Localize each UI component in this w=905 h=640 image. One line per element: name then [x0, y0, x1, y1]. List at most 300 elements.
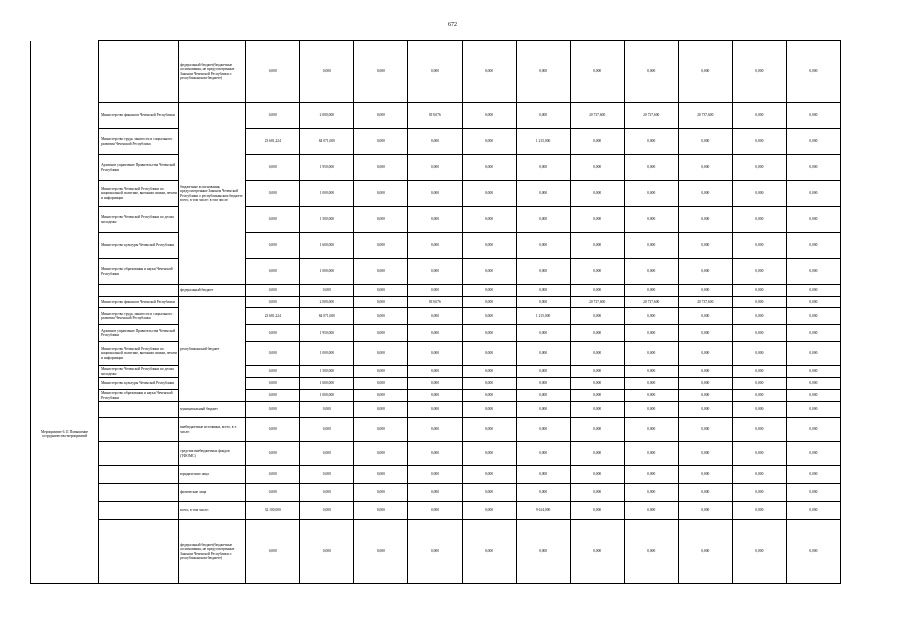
value-cell: 20 737,600 [624, 297, 678, 308]
value-cell: 0,000 [624, 342, 678, 366]
value-cell: 0,000 [408, 325, 462, 342]
table-row [31, 418, 841, 442]
value-cell: 0,000 [462, 129, 516, 155]
value-cell: 0,000 [300, 402, 354, 418]
value-cell: 0,000 [354, 181, 408, 207]
value-cell: 0,000 [408, 466, 462, 484]
value-cell: 0,000 [246, 390, 300, 402]
value-cell: 0,000 [246, 442, 300, 466]
value-cell: 0,000 [462, 103, 516, 129]
value-cell: 0,000 [678, 129, 732, 155]
value-cell: 0,000 [570, 390, 624, 402]
value-cell: 0,000 [462, 41, 516, 103]
value-cell: 0,000 [786, 308, 840, 325]
value-cell: 0,000 [786, 502, 840, 520]
value-cell: 0,000 [624, 233, 678, 259]
value-cell: 0,000 [570, 285, 624, 297]
funding-source-cell: физические лица [179, 484, 246, 502]
organization-cell: Министерство Чеченской Республики по делам молодежи [99, 207, 179, 233]
value-cell: 0,000 [732, 41, 786, 103]
table-row [31, 390, 841, 402]
funding-source-cell: федеральный бюджет(бюджетные ассигнования, не предусмотренные Законом Чеченской Республики о республиканском бюджете) [179, 520, 246, 584]
value-cell: 0,000 [786, 155, 840, 181]
value-cell: 0,000 [462, 297, 516, 308]
value-cell: 0,000 [624, 484, 678, 502]
value-cell: 20 737,600 [570, 103, 624, 129]
organization-cell [99, 466, 179, 484]
organization-cell [99, 520, 179, 584]
value-cell: 0,000 [354, 466, 408, 484]
value-cell: 0,000 [786, 442, 840, 466]
value-cell: 0,000 [408, 129, 462, 155]
value-cell: 0,000 [732, 466, 786, 484]
value-cell: 0,000 [408, 442, 462, 466]
table-row [31, 181, 841, 207]
value-cell: 0,000 [516, 466, 570, 484]
value-cell: 0,000 [570, 418, 624, 442]
table-row [31, 259, 841, 285]
value-cell: 0,000 [678, 233, 732, 259]
value-cell: 0,000 [570, 342, 624, 366]
value-cell: 0,000 [516, 390, 570, 402]
table-row [31, 520, 841, 584]
value-cell: 0,000 [354, 259, 408, 285]
value-cell: 0,000 [786, 366, 840, 378]
value-cell: 0,000 [246, 484, 300, 502]
funding-source-cell: юридические лица [179, 466, 246, 484]
value-cell: 0,000 [624, 285, 678, 297]
value-cell: 0,000 [300, 520, 354, 584]
funding-source-cell: всего, в том числе: [179, 502, 246, 520]
table-row [31, 402, 841, 418]
value-cell: 0,000 [570, 233, 624, 259]
value-cell: 0,000 [624, 259, 678, 285]
value-cell: 0,000 [354, 402, 408, 418]
value-cell: 0,000 [678, 181, 732, 207]
value-cell: 0,000 [408, 259, 462, 285]
value-cell: 0,000 [732, 378, 786, 390]
value-cell: 0,000 [246, 366, 300, 378]
value-cell: 0,000 [678, 466, 732, 484]
organization-cell: Архивное управление Правительства Чеченской Республики [99, 155, 179, 181]
value-cell: 0,000 [408, 502, 462, 520]
value-cell: 0,000 [408, 233, 462, 259]
value-cell: 0,000 [354, 390, 408, 402]
value-cell: 84 071,000 [300, 308, 354, 325]
measure-label: Мероприятие 6.11 Повышение сотрудничества-мероприятий [31, 285, 99, 584]
value-cell: 0,000 [516, 259, 570, 285]
value-cell: 0,000 [516, 297, 570, 308]
value-cell: 0,000 [354, 129, 408, 155]
value-cell: 0,000 [732, 181, 786, 207]
value-cell: 0,000 [516, 103, 570, 129]
value-cell: 0,000 [732, 325, 786, 342]
value-cell: 1 000,000 [300, 342, 354, 366]
organization-cell: Министерство финансов Чеченской Республики [99, 297, 179, 308]
organization-cell: Архивное управление Правительства Чеченской Республики [99, 325, 179, 342]
value-cell: 0,000 [516, 181, 570, 207]
organization-cell: Министерство культуры Чеченской Республики [99, 233, 179, 259]
value-cell: 0,000 [300, 442, 354, 466]
value-cell: 1 600,000 [300, 378, 354, 390]
value-cell: 0,000 [570, 41, 624, 103]
value-cell: 0,000 [786, 207, 840, 233]
value-cell: 0,000 [678, 502, 732, 520]
value-cell: 0,000 [624, 402, 678, 418]
value-cell: 0,000 [300, 41, 354, 103]
value-cell: 0,000 [300, 285, 354, 297]
value-cell: 1 600,000 [300, 233, 354, 259]
value-cell: 23 681,224 [246, 308, 300, 325]
value-cell: 0,000 [408, 402, 462, 418]
organization-cell: Министерство образования и науки Чеченской Республики [99, 390, 179, 402]
value-cell: 0,000 [516, 484, 570, 502]
funding-source-republican: республиканский бюджет [179, 297, 246, 402]
value-cell: 0,000 [462, 325, 516, 342]
organization-cell: Министерство культуры Чеченской Республики [99, 378, 179, 390]
value-cell: 0,000 [786, 418, 840, 442]
value-cell: 0,000 [246, 402, 300, 418]
organization-cell [99, 442, 179, 466]
value-cell: 0,000 [408, 520, 462, 584]
value-cell: 0,000 [570, 259, 624, 285]
table-row [31, 308, 841, 325]
funding-source-cell: муниципальный бюджет [179, 402, 246, 418]
value-cell: 0,000 [624, 390, 678, 402]
value-cell: 0,000 [516, 442, 570, 466]
page-number: 672 [448, 22, 457, 28]
value-cell: 0,000 [354, 502, 408, 520]
value-cell: 2 000,000 [300, 297, 354, 308]
value-cell: 819,076 [408, 103, 462, 129]
value-cell: 0,000 [570, 325, 624, 342]
funding-source-cell: средства внебюджетных фондов (ТФОМС) [179, 442, 246, 466]
value-cell: 0,000 [786, 466, 840, 484]
value-cell: 0,000 [516, 155, 570, 181]
value-cell: 0,000 [246, 418, 300, 442]
organization-cell: Министерство финансов Чеченской Республики [99, 103, 179, 129]
value-cell: 0,000 [570, 366, 624, 378]
value-cell: 0,000 [786, 103, 840, 129]
value-cell: 0,000 [732, 502, 786, 520]
value-cell: 0,000 [786, 378, 840, 390]
value-cell: 0,000 [786, 484, 840, 502]
value-cell: 0,000 [678, 378, 732, 390]
value-cell: 0,000 [246, 378, 300, 390]
organization-cell [99, 502, 179, 520]
value-cell: 0,000 [678, 155, 732, 181]
value-cell: 0,000 [354, 325, 408, 342]
value-cell: 0,000 [462, 155, 516, 181]
value-cell: 0,000 [732, 342, 786, 366]
value-cell: 0,000 [786, 129, 840, 155]
value-cell: 0,000 [462, 402, 516, 418]
value-cell: 0,000 [354, 342, 408, 366]
value-cell: 0,000 [246, 233, 300, 259]
value-cell: 0,000 [732, 366, 786, 378]
value-cell: 0,000 [408, 418, 462, 442]
value-cell: 0,000 [354, 442, 408, 466]
table-row [31, 103, 841, 129]
value-cell: 20 737,600 [570, 297, 624, 308]
value-cell: 0,000 [678, 285, 732, 297]
value-cell: 0,000 [624, 308, 678, 325]
value-cell: 0,000 [408, 41, 462, 103]
organization-cell [99, 418, 179, 442]
value-cell: 0,000 [408, 181, 462, 207]
value-cell: 0,000 [570, 466, 624, 484]
value-cell: 0,000 [408, 155, 462, 181]
value-cell: 0,000 [516, 402, 570, 418]
table-row [31, 466, 841, 484]
value-cell: 0,000 [678, 259, 732, 285]
value-cell: 0,000 [516, 378, 570, 390]
value-cell: 0,000 [246, 207, 300, 233]
value-cell: 0,000 [408, 285, 462, 297]
value-cell: 0,000 [462, 366, 516, 378]
value-cell: 0,000 [516, 41, 570, 103]
value-cell: 1 950,000 [300, 325, 354, 342]
value-cell: 1 215,000 [516, 129, 570, 155]
value-cell: 0,000 [624, 418, 678, 442]
value-cell: 0,000 [354, 484, 408, 502]
table-row [31, 366, 841, 378]
value-cell: 0,000 [462, 308, 516, 325]
table-row [31, 297, 841, 308]
table-row [31, 325, 841, 342]
budget-table [30, 40, 841, 584]
value-cell: 0,000 [354, 285, 408, 297]
value-cell: 0,000 [354, 155, 408, 181]
value-cell: 0,000 [354, 41, 408, 103]
value-cell: 0,000 [732, 207, 786, 233]
organization-cell [99, 285, 179, 297]
value-cell: 0,000 [732, 155, 786, 181]
value-cell: 0,000 [408, 308, 462, 325]
value-cell: 0,000 [462, 520, 516, 584]
value-cell: 0,000 [570, 181, 624, 207]
value-cell: 0,000 [624, 520, 678, 584]
value-cell: 0,000 [516, 285, 570, 297]
value-cell: 0,000 [570, 502, 624, 520]
value-cell: 0,000 [786, 342, 840, 366]
value-cell: 0,000 [246, 325, 300, 342]
organization-cell: Министерство Чеченской Республики по делам молодежи [99, 366, 179, 378]
organization-cell [99, 402, 179, 418]
value-cell: 2 000,000 [300, 103, 354, 129]
value-cell: 0,000 [462, 502, 516, 520]
value-cell: 0,000 [570, 207, 624, 233]
value-cell: 0,000 [462, 233, 516, 259]
value-cell: 0,000 [624, 502, 678, 520]
funding-source-cell: федеральный бюджет [179, 285, 246, 297]
value-cell: 0,000 [516, 366, 570, 378]
value-cell: 0,000 [732, 418, 786, 442]
value-cell: 0,000 [732, 297, 786, 308]
value-cell: 20 737,600 [624, 103, 678, 129]
value-cell: 0,000 [462, 484, 516, 502]
funding-source-cell: внебюджетные источники, всего, в т. числе: [179, 418, 246, 442]
value-cell: 1 000,000 [300, 181, 354, 207]
value-cell: 0,000 [786, 41, 840, 103]
value-cell: 0,000 [678, 41, 732, 103]
value-cell: 0,000 [732, 233, 786, 259]
value-cell: 0,000 [786, 325, 840, 342]
value-cell: 0,000 [462, 390, 516, 402]
value-cell: 0,000 [462, 418, 516, 442]
value-cell: 0,000 [624, 325, 678, 342]
value-cell: 32 100,000 [246, 502, 300, 520]
value-cell: 0,000 [732, 402, 786, 418]
value-cell: 0,000 [624, 181, 678, 207]
value-cell: 0,000 [516, 233, 570, 259]
value-cell: 1 950,000 [300, 155, 354, 181]
value-cell: 0,000 [516, 207, 570, 233]
value-cell: 0,000 [570, 308, 624, 325]
value-cell: 0,000 [462, 466, 516, 484]
value-cell: 0,000 [786, 285, 840, 297]
value-cell: 0,000 [462, 342, 516, 366]
value-cell: 0,000 [246, 259, 300, 285]
value-cell: 0,000 [354, 103, 408, 129]
value-cell: 0,000 [732, 285, 786, 297]
value-cell: 0,000 [570, 520, 624, 584]
value-cell: 0,000 [678, 342, 732, 366]
value-cell: 0,000 [300, 466, 354, 484]
value-cell: 0,000 [246, 41, 300, 103]
table-row [31, 207, 841, 233]
value-cell: 0,000 [516, 418, 570, 442]
value-cell: 0,000 [732, 484, 786, 502]
value-cell: 20 737,600 [678, 297, 732, 308]
value-cell: 1 000,000 [300, 259, 354, 285]
value-cell: 819,076 [408, 297, 462, 308]
value-cell: 0,000 [570, 484, 624, 502]
table-row [31, 342, 841, 366]
value-cell: 23 681,224 [246, 129, 300, 155]
measure-cell-top [31, 41, 99, 285]
value-cell: 9 614,000 [516, 502, 570, 520]
value-cell: 0,000 [624, 466, 678, 484]
value-cell: 1 500,000 [300, 207, 354, 233]
value-cell: 0,000 [246, 103, 300, 129]
value-cell: 0,000 [678, 390, 732, 402]
value-cell: 0,000 [246, 155, 300, 181]
value-cell: 0,000 [408, 484, 462, 502]
organization-cell [99, 484, 179, 502]
value-cell: 0,000 [516, 520, 570, 584]
table-row [31, 502, 841, 520]
value-cell: 0,000 [732, 129, 786, 155]
value-cell: 0,000 [462, 259, 516, 285]
organization-cell: Министерство Чеченской Республики по национальной политике, внешним связям, печати и информации [99, 181, 179, 207]
value-cell: 1 215,000 [516, 308, 570, 325]
value-cell: 0,000 [570, 378, 624, 390]
value-cell: 0,000 [408, 390, 462, 402]
value-cell: 1 500,000 [300, 366, 354, 378]
value-cell: 0,000 [678, 442, 732, 466]
value-cell: 0,000 [408, 207, 462, 233]
funding-source-merged: бюджетные ассигнования, предусмотренные Законом Чеченской Республики о республиканском бюджете всего, в том числе: в том числе: [179, 103, 246, 285]
value-cell: 0,000 [732, 259, 786, 285]
organization-cell: Министерство образования и науки Чеченской Республики [99, 259, 179, 285]
value-cell: 0,000 [246, 297, 300, 308]
table-row [31, 442, 841, 466]
value-cell: 0,000 [678, 207, 732, 233]
value-cell: 0,000 [408, 378, 462, 390]
table-row [31, 285, 841, 297]
value-cell: 0,000 [516, 342, 570, 366]
organization-cell [99, 41, 179, 103]
value-cell: 0,000 [732, 103, 786, 129]
table-row [31, 129, 841, 155]
table-row [31, 233, 841, 259]
value-cell: 0,000 [678, 308, 732, 325]
value-cell: 0,000 [246, 285, 300, 297]
value-cell: 0,000 [354, 378, 408, 390]
value-cell: 0,000 [624, 155, 678, 181]
value-cell: 0,000 [354, 233, 408, 259]
value-cell: 20 737,600 [678, 103, 732, 129]
value-cell: 0,000 [732, 442, 786, 466]
value-cell: 0,000 [678, 520, 732, 584]
value-cell: 0,000 [354, 520, 408, 584]
value-cell: 0,000 [678, 484, 732, 502]
funding-source-cell: федеральный бюджет(бюджетные ассигнования, не предусмотренные Законом Чеченской Республики о республиканском бюджете) [179, 41, 246, 103]
value-cell: 0,000 [624, 41, 678, 103]
value-cell: 0,000 [570, 402, 624, 418]
value-cell: 0,000 [408, 342, 462, 366]
value-cell: 0,000 [678, 366, 732, 378]
value-cell: 0,000 [786, 233, 840, 259]
value-cell: 0,000 [732, 520, 786, 584]
value-cell: 0,000 [300, 418, 354, 442]
organization-cell: Министерство труда, занятости и социального развития Чеченской Республики [99, 308, 179, 325]
value-cell: 0,000 [624, 207, 678, 233]
value-cell: 0,000 [462, 207, 516, 233]
value-cell: 0,000 [786, 402, 840, 418]
value-cell: 1 000,000 [300, 390, 354, 402]
value-cell: 0,000 [624, 378, 678, 390]
value-cell: 0,000 [354, 418, 408, 442]
value-cell: 0,000 [786, 297, 840, 308]
value-cell: 0,000 [462, 378, 516, 390]
value-cell: 0,000 [786, 390, 840, 402]
value-cell: 0,000 [624, 442, 678, 466]
value-cell: 0,000 [408, 366, 462, 378]
value-cell: 0,000 [786, 181, 840, 207]
value-cell: 0,000 [732, 390, 786, 402]
value-cell: 0,000 [300, 484, 354, 502]
value-cell: 0,000 [624, 129, 678, 155]
table-row [31, 155, 841, 181]
value-cell: 0,000 [462, 285, 516, 297]
table-row [31, 41, 841, 103]
value-cell: 0,000 [678, 325, 732, 342]
value-cell: 0,000 [354, 308, 408, 325]
organization-cell: Министерство труда, занятости и социального развития Чеченской Республики [99, 129, 179, 155]
value-cell: 0,000 [516, 325, 570, 342]
value-cell: 0,000 [246, 181, 300, 207]
value-cell: 0,000 [624, 366, 678, 378]
value-cell: 0,000 [354, 366, 408, 378]
value-cell: 0,000 [354, 297, 408, 308]
value-cell: 0,000 [354, 207, 408, 233]
value-cell: 0,000 [462, 442, 516, 466]
value-cell: 84 071,000 [300, 129, 354, 155]
value-cell: 0,000 [678, 418, 732, 442]
value-cell: 0,000 [786, 259, 840, 285]
